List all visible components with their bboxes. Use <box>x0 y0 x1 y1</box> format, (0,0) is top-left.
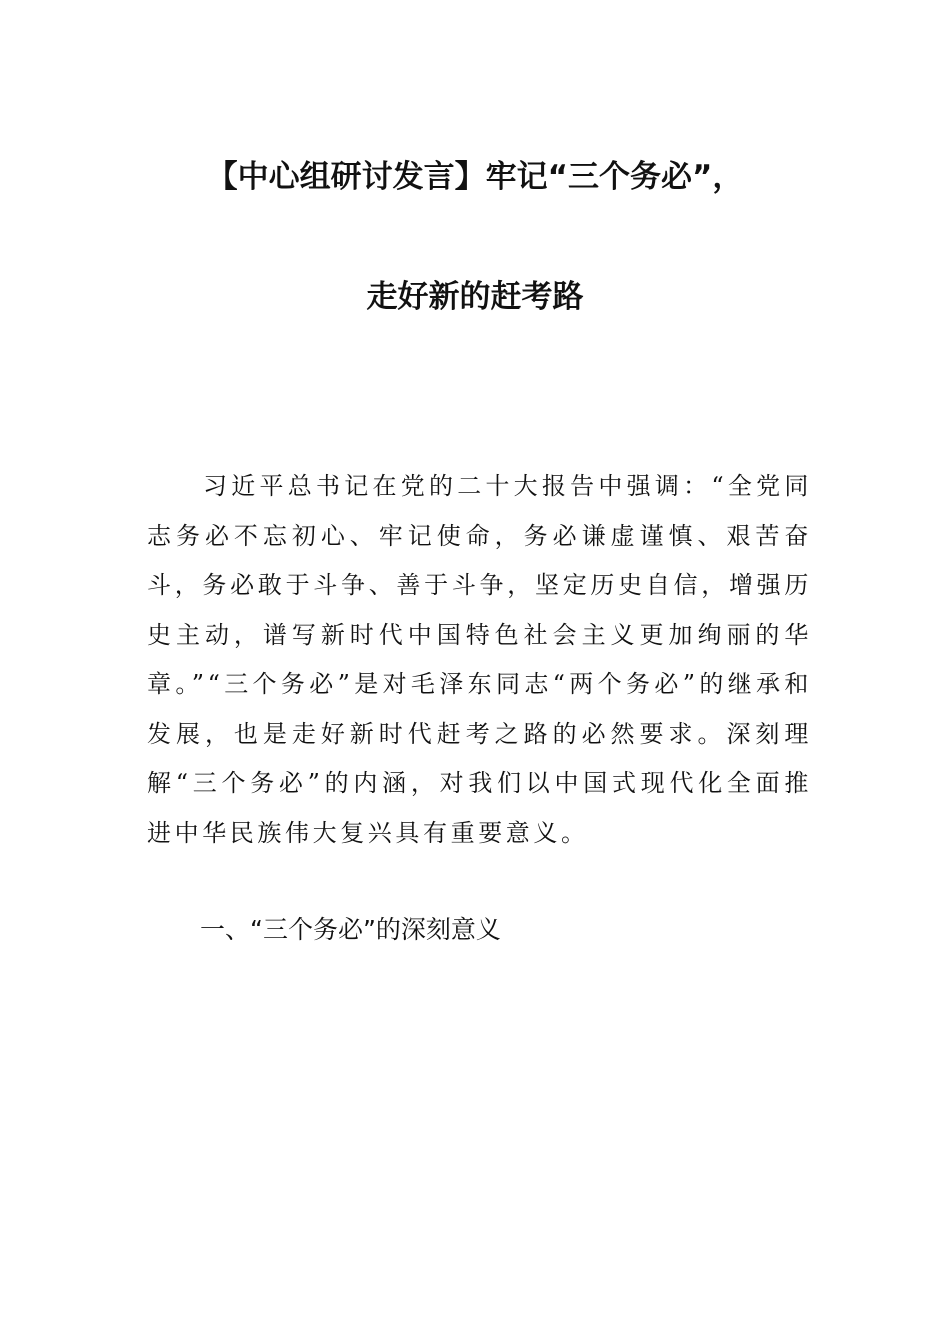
body-paragraph: 习近平总书记在党的二十大报告中强调：“全党同志务必不忘初心、牢记使命，务必谦虚谨慎、艰苦奋斗，务必敢于斗争、善于斗争，坚定历史自信，增强历史主动，谱写新时代中国特色社会主义更加绚丽的华章。”“三个务必”是对毛泽东同志“两个务必”的继承和发展，也是走好新时代赶考之路的必然要求。深刻理解“三个务必”的内涵，对我们以中国式现代化全面推进中华民族伟大复兴具有重要意义。 <box>147 472 812 847</box>
section-heading: 一、“三个务必”的深刻意义 <box>200 915 501 944</box>
document-title-line-2: 走好新的赶考路 <box>366 279 584 315</box>
document-title-line-1: 【中心组研讨发言】牢记“三个务必”， <box>206 159 744 195</box>
